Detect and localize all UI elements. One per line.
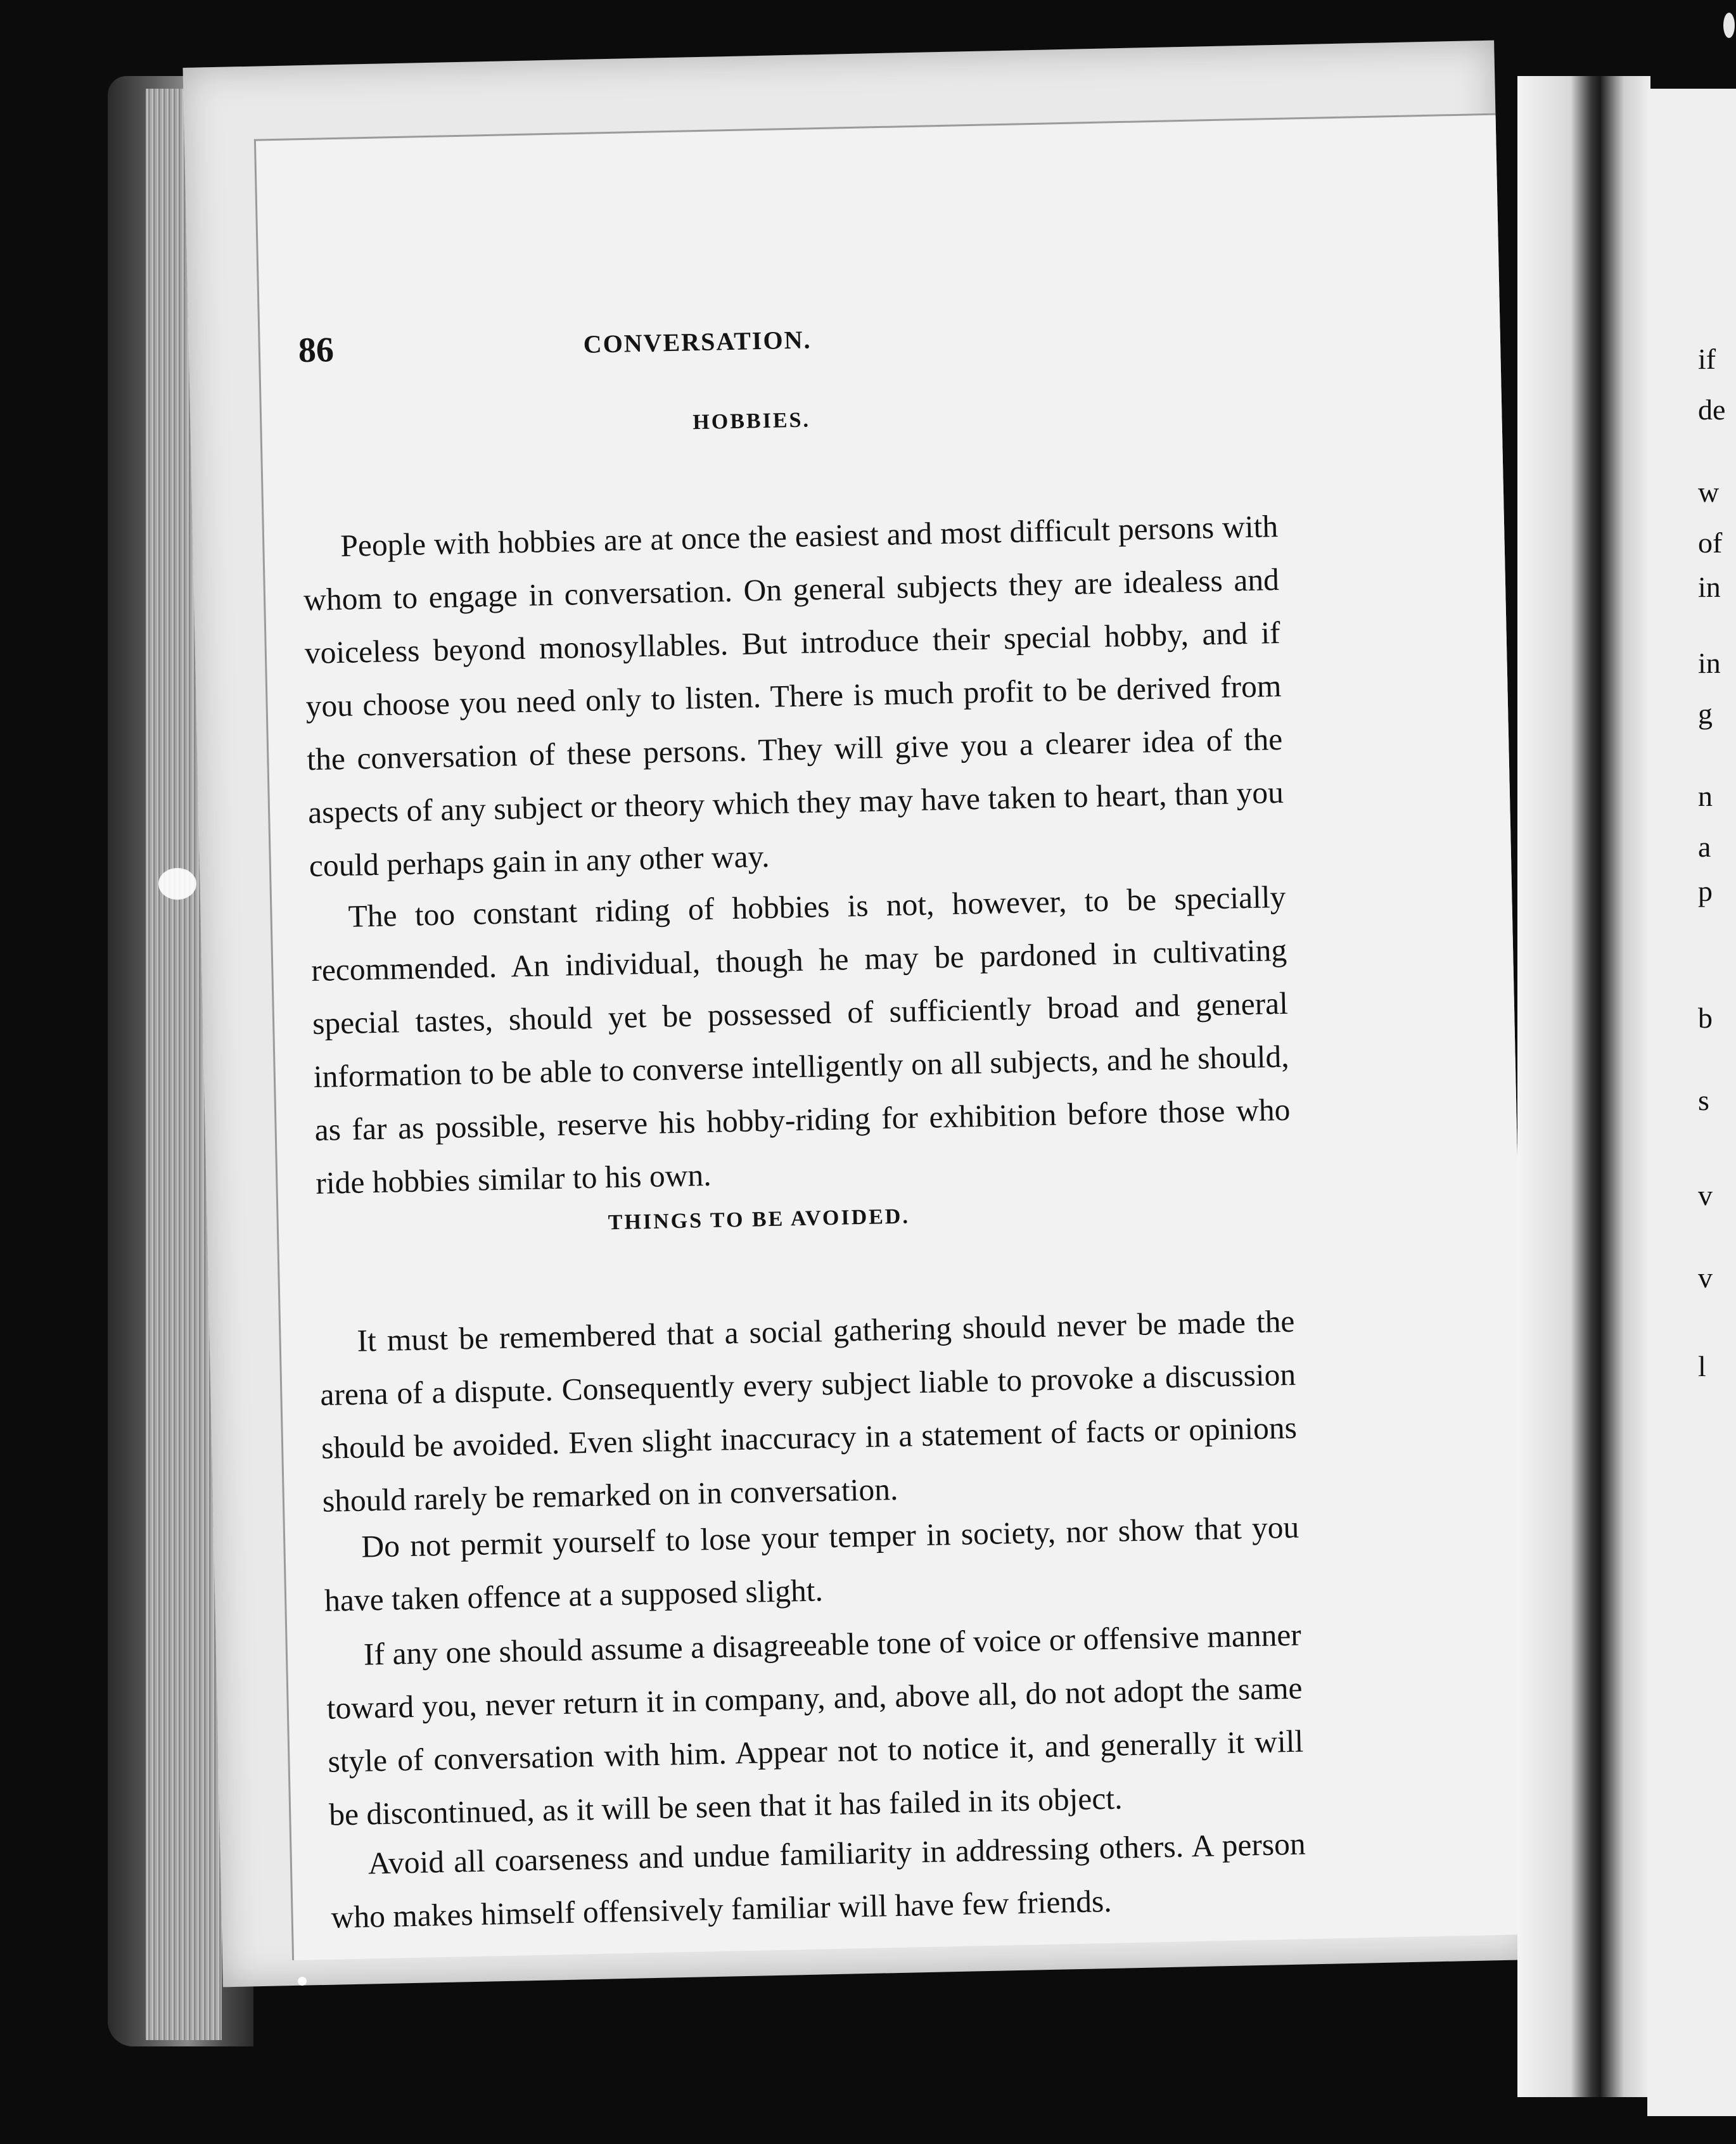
dust-speck xyxy=(1723,13,1735,38)
paragraph-avoided-2: Do not permit yourself to lose your temper in society, nor show that you have taken offence at a supposed slight. xyxy=(324,1509,1299,1618)
dust-speck xyxy=(298,1977,307,1986)
facing-page-fragment: a xyxy=(1698,831,1711,863)
dust-speck xyxy=(158,868,196,900)
paragraph-hobbies-1: People with hobbies are at once the easiest and most difficult persons with whom to engage in conversation. On general subjects they are idealess and voiceless beyond monosyllables. But introduce their special hobby, and if you choose you need only to listen. There is much profit to be derived from the conversation of these persons. They will give you a clearer idea of the aspects of any subject or theory which they may have taken to heart, than you could perhaps gain in any other way. xyxy=(303,508,1284,883)
paragraph-avoided-4: Avoid all coarseness and undue familiarity in addressing others. A person who makes himself offensively familiar will have few friends. xyxy=(331,1826,1306,1935)
facing-page-fragment: s xyxy=(1698,1084,1709,1116)
facing-page-fragment: v xyxy=(1698,1261,1713,1294)
facing-page-fragment: w xyxy=(1698,476,1720,508)
book-page-86 xyxy=(182,41,1534,1988)
facing-page-fragment: b xyxy=(1698,1002,1713,1034)
facing-page-fragment: p xyxy=(1698,875,1713,907)
facing-page-fragment: n xyxy=(1698,780,1713,812)
facing-page-fragment: in xyxy=(1698,647,1721,679)
page-header xyxy=(298,308,1363,374)
running-head: CONVERSATION. xyxy=(583,325,812,359)
facing-page-fragment: in xyxy=(1698,571,1721,603)
facing-page-fragment: of xyxy=(1698,526,1723,559)
facing-page-fragment: l xyxy=(1698,1350,1706,1382)
facing-page-fragment: de xyxy=(1698,393,1726,426)
page-number: 86 xyxy=(298,330,335,371)
facing-page-fragment: if xyxy=(1698,343,1716,375)
book-gutter xyxy=(1517,76,1650,2097)
section-heading-things-to-be-avoided: THINGS TO BE AVOIDED. xyxy=(608,1204,910,1235)
section-heading-hobbies: HOBBIES. xyxy=(692,408,811,435)
page-surface xyxy=(254,113,1534,1960)
facing-page-fragment: v xyxy=(1698,1179,1713,1211)
paragraph-avoided-1: It must be remembered that a social gathering should never be made the arena of a dispute. Consequently every subject liable to provoke a discussion should be avoided. Even slight inaccuracy in a statement of facts or opinions should rarely be remarked on in conversation. xyxy=(319,1303,1298,1519)
facing-page-edge xyxy=(1647,89,1736,2116)
paragraph-avoided-3: If any one should assume a disagreeable tone of voice or offensive manner toward you, never return it in company, and, above all, do not adopt the same style of conversation with him. Appear not to notice it, and generally it will be discontinued, as it will be seen that it has failed in its object. xyxy=(326,1617,1304,1832)
paragraph-hobbies-2: The too constant riding of hobbies is not, however, to be specially recommended. An individual, though he may be pardoned in cultivating special tastes, should yet be possessed of sufficiently broad and general information to be able to converse intelligently on all subjects, and he should, as far as possible, reserve his hobby-riding for exhibition before those who ride hobbies similar to his own. xyxy=(310,879,1291,1201)
facing-page-fragment: g xyxy=(1698,698,1713,730)
